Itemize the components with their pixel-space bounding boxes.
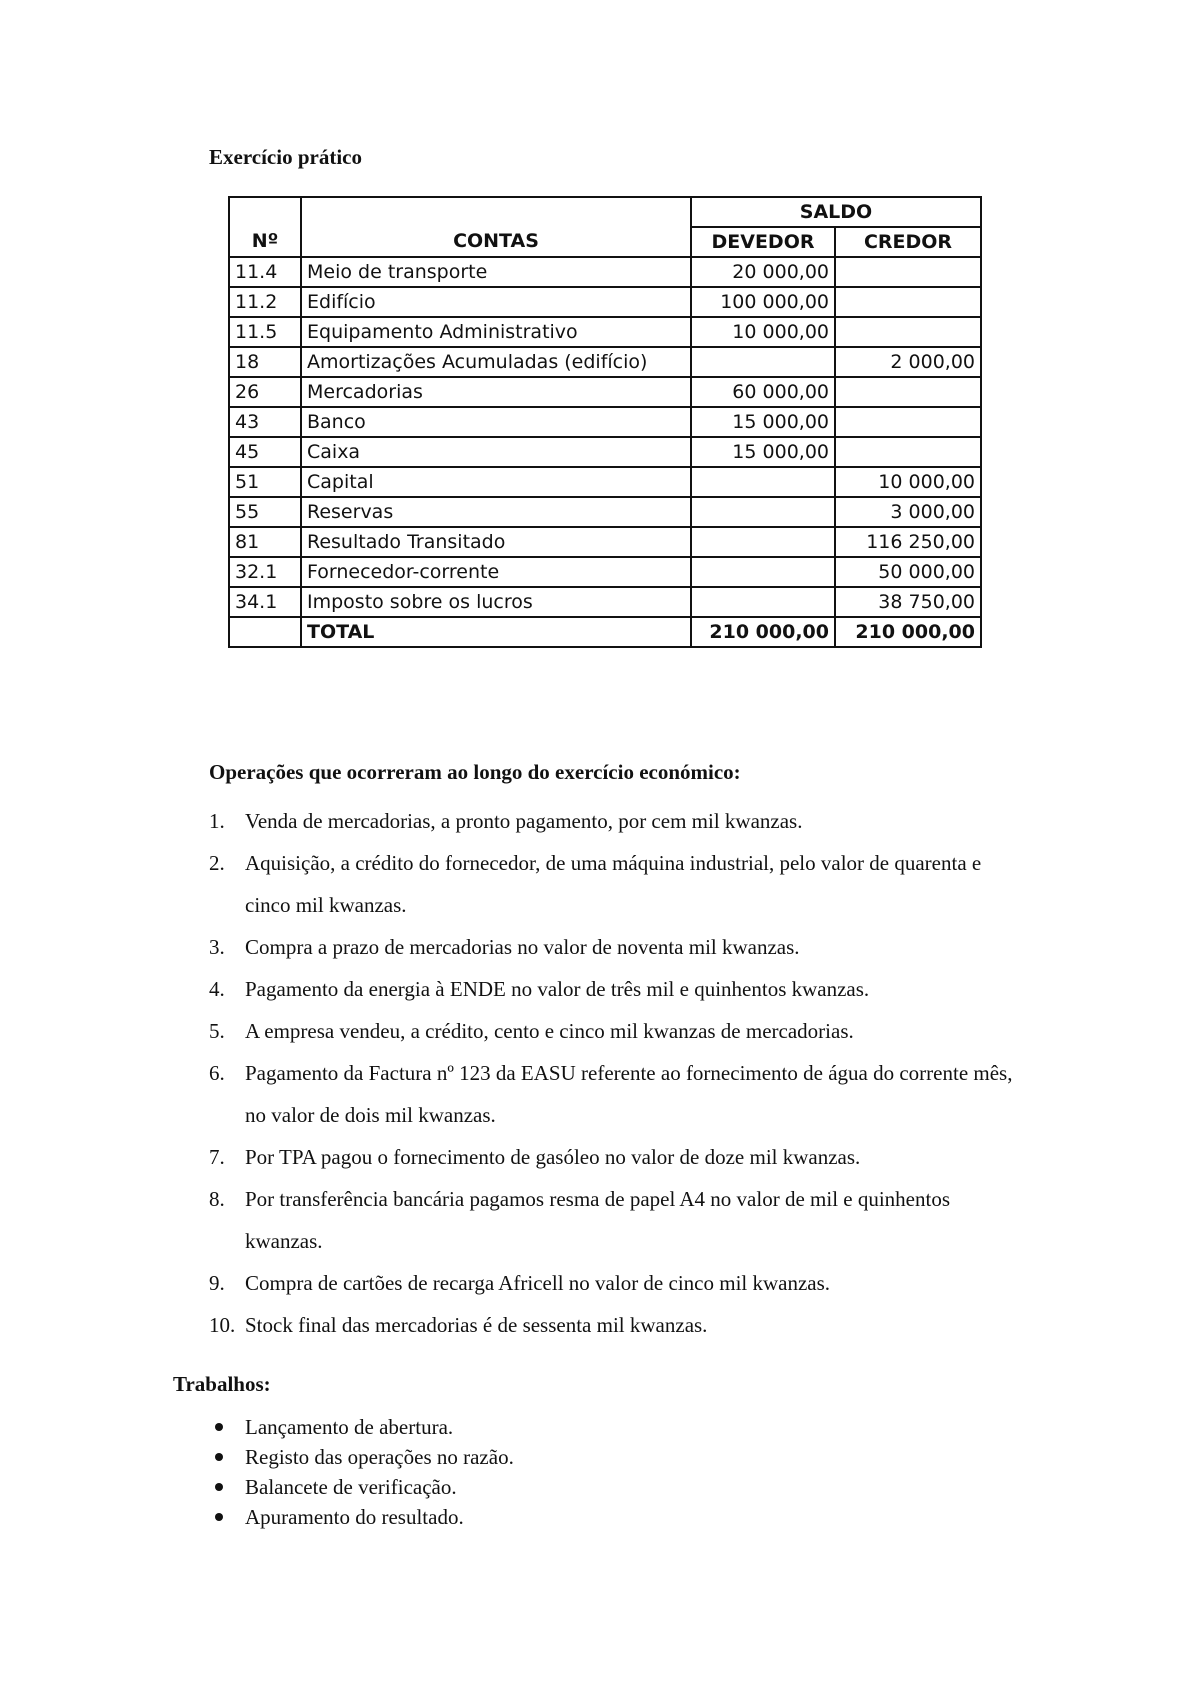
row-num: 55	[229, 497, 301, 527]
row-debit	[691, 347, 835, 377]
table-row	[229, 407, 981, 437]
row-debit: 15 000,00	[691, 437, 835, 467]
operations-list	[209, 800, 1029, 1346]
header-credit: CREDOR	[835, 227, 981, 257]
row-num: 51	[229, 467, 301, 497]
row-credit: 38 750,00	[835, 587, 981, 617]
list-item	[209, 842, 1029, 926]
list-item	[209, 1262, 1029, 1304]
list-item-text: A empresa vendeu, a crédito, cento e cinco mil kwanzas de mercadorias.	[245, 1019, 854, 1043]
row-debit	[691, 557, 835, 587]
row-account: Mercadorias	[301, 377, 691, 407]
bullet-icon	[215, 1423, 223, 1431]
total-credit: 210 000,00	[835, 617, 981, 647]
row-account: Banco	[301, 407, 691, 437]
row-debit: 60 000,00	[691, 377, 835, 407]
total-row	[229, 617, 981, 647]
row-account: Imposto sobre os lucros	[301, 587, 691, 617]
table-row	[229, 347, 981, 377]
list-item-number: 6.	[209, 1061, 225, 1085]
row-num: 34.1	[229, 587, 301, 617]
row-num: 18	[229, 347, 301, 377]
list-item	[209, 926, 1029, 968]
total-num	[229, 617, 301, 647]
table-row	[229, 467, 981, 497]
table-row	[229, 437, 981, 467]
bullet-icon	[215, 1453, 223, 1461]
operations-heading: Operações que ocorreram ao longo do exercício económico:	[209, 760, 741, 784]
row-num: 11.4	[229, 257, 301, 287]
list-item-text: Pagamento da energia à ENDE no valor de três mil e quinhentos kwanzas.	[245, 977, 870, 1001]
list-item	[209, 1136, 1029, 1178]
list-item	[209, 1472, 514, 1502]
row-account: Amortizações Acumuladas (edifício)	[301, 347, 691, 377]
row-num: 43	[229, 407, 301, 437]
row-credit	[835, 257, 981, 287]
row-credit: 2 000,00	[835, 347, 981, 377]
row-num: 26	[229, 377, 301, 407]
row-debit: 100 000,00	[691, 287, 835, 317]
table-row	[229, 587, 981, 617]
row-credit	[835, 287, 981, 317]
row-debit	[691, 497, 835, 527]
list-item	[209, 1412, 514, 1442]
row-account: Fornecedor-corrente	[301, 557, 691, 587]
list-item-text: Stock final das mercadorias é de sessenta mil kwanzas.	[245, 1313, 708, 1337]
table-row	[229, 317, 981, 347]
list-item-text: Por transferência bancária pagamos resma de papel A4 no valor de mil e quinhentos kwanzas.	[245, 1187, 951, 1253]
list-item-text: Balancete de verificação.	[245, 1475, 457, 1499]
list-item-text: Pagamento da Factura nº 123 da EASU referente ao fornecimento de água do corrente mês, no valor de dois mil kwanzas.	[245, 1061, 1013, 1127]
row-debit	[691, 527, 835, 557]
tasks-list	[209, 1412, 514, 1532]
list-item	[209, 1052, 1029, 1136]
list-item-text: Lançamento de abertura.	[245, 1415, 454, 1439]
row-credit	[835, 407, 981, 437]
row-account: Edifício	[301, 287, 691, 317]
list-item-number: 10.	[209, 1313, 236, 1337]
list-item-number: 7.	[209, 1145, 225, 1169]
list-item-number: 8.	[209, 1187, 225, 1211]
table-body	[229, 257, 981, 617]
list-item	[209, 1304, 1029, 1346]
list-item-number: 1.	[209, 809, 225, 833]
row-num: 11.2	[229, 287, 301, 317]
list-item	[209, 1442, 514, 1472]
row-account: Meio de transporte	[301, 257, 691, 287]
row-debit: 10 000,00	[691, 317, 835, 347]
list-item-number: 9.	[209, 1271, 225, 1295]
list-item	[209, 1502, 514, 1532]
bullet-icon	[215, 1513, 223, 1521]
total-debit: 210 000,00	[691, 617, 835, 647]
row-num: 45	[229, 437, 301, 467]
table-row	[229, 527, 981, 557]
page-title: Exercício prático	[209, 145, 362, 169]
list-item-text: Apuramento do resultado.	[245, 1505, 464, 1529]
row-credit	[835, 377, 981, 407]
list-item-text: Compra a prazo de mercadorias no valor de noventa mil kwanzas.	[245, 935, 800, 959]
list-item-number: 4.	[209, 977, 225, 1001]
balance-table	[228, 196, 982, 648]
header-account: CONTAS	[301, 197, 691, 257]
row-credit	[835, 437, 981, 467]
list-item-text: Aquisição, a crédito do fornecedor, de uma máquina industrial, pelo valor de quarenta e cinco mil kwanzas.	[245, 851, 982, 917]
table-row	[229, 557, 981, 587]
header-num: Nº	[229, 197, 301, 257]
row-credit: 50 000,00	[835, 557, 981, 587]
row-account: Caixa	[301, 437, 691, 467]
row-debit: 15 000,00	[691, 407, 835, 437]
row-credit	[835, 317, 981, 347]
bullet-icon	[215, 1483, 223, 1491]
row-debit: 20 000,00	[691, 257, 835, 287]
row-account: Capital	[301, 467, 691, 497]
total-label: TOTAL	[301, 617, 691, 647]
row-num: 81	[229, 527, 301, 557]
list-item	[209, 1010, 1029, 1052]
row-credit: 116 250,00	[835, 527, 981, 557]
table-row	[229, 287, 981, 317]
tasks-heading: Trabalhos:	[173, 1372, 271, 1396]
list-item-number: 3.	[209, 935, 225, 959]
row-account: Equipamento Administrativo	[301, 317, 691, 347]
row-num: 11.5	[229, 317, 301, 347]
list-item	[209, 1178, 1029, 1262]
list-item-text: Compra de cartões de recarga Africell no valor de cinco mil kwanzas.	[245, 1271, 831, 1295]
list-item-text: Por TPA pagou o fornecimento de gasóleo no valor de doze mil kwanzas.	[245, 1145, 861, 1169]
row-credit: 3 000,00	[835, 497, 981, 527]
list-item-text: Venda de mercadorias, a pronto pagamento, por cem mil kwanzas.	[245, 809, 803, 833]
table-row	[229, 497, 981, 527]
list-item-text: Registo das operações no razão.	[245, 1445, 514, 1469]
header-debit: DEVEDOR	[691, 227, 835, 257]
header-saldo: SALDO	[691, 197, 981, 227]
row-credit: 10 000,00	[835, 467, 981, 497]
list-item-number: 2.	[209, 851, 225, 875]
row-debit	[691, 467, 835, 497]
row-account: Resultado Transitado	[301, 527, 691, 557]
row-debit	[691, 587, 835, 617]
table-row	[229, 257, 981, 287]
list-item-number: 5.	[209, 1019, 225, 1043]
list-item	[209, 800, 1029, 842]
table-row	[229, 377, 981, 407]
row-account: Reservas	[301, 497, 691, 527]
list-item	[209, 968, 1029, 1010]
row-num: 32.1	[229, 557, 301, 587]
